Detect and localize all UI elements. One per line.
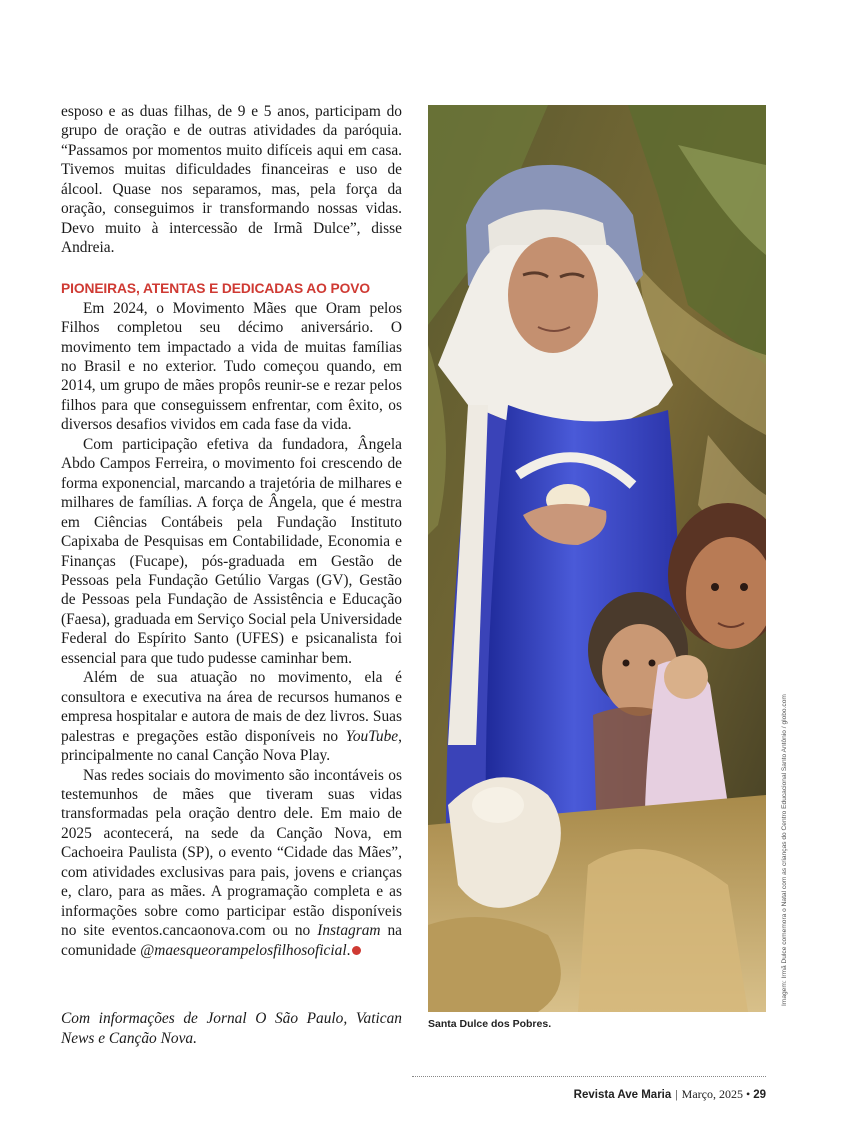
intro-paragraph: esposo e as duas filhas, de 9 e 5 anos, participam do grupo de oração e de outras atividades da paróquia. “Passamos por momentos muito difíceis aqui em casa. Tivemos muitas dificuldades financeiras e uso de álcool. Quase nos separamos, mas, pela força da oração, conseguimos ir transformando nossas vidas. Devo muito à intercessão de Irmã Dulce”, disse Andreia.: [61, 103, 402, 257]
career-text-end: , principalmente no canal Canção Nova Play.: [61, 727, 402, 765]
page-footer: [574, 1087, 766, 1102]
paragraph-career: [61, 668, 402, 765]
paragraph-anniversary: Em 2024, o Movimento Mães que Oram pelos Filhos completou seu décimo aniversário. O movimento tem impactado a vida de muitas famílias no Brasil e no exterior. Tudo começou quando, em 2014, um grupo de mães propôs reunir-se e rezar pelos filhos para que conseguissem enfrentar, com êxito, os diversos desafios vividos em cada fase da vida.: [61, 299, 402, 434]
end-of-article-icon: [352, 946, 361, 955]
paragraph-founder: Com participação efetiva da fundadora, Ângela Abdo Campos Ferreira, o movimento foi crescendo de forma exponencial, marcando a trajetória de milhares e milhares de famílias. A força de Ângela, que é mestra em Ciências Contábeis pela Fundação Instituto Capixaba de Pesquisas em Contabilidade, Economia e Finanças (Fucape), pós-graduada em Gestão de Pessoas pela Fundação Getúlio Vargas (GV), Gestão de Pessoas pela Fundação de Assistência e Educação (Faesa), graduada em Serviço Social pela Universidade Federal do Espírito Santo (UFES) e psicanalista foi essencial para que tudo pudesse caminhar bem.: [61, 435, 402, 667]
event-text-end: .: [346, 941, 351, 959]
footer-divider: [412, 1076, 766, 1077]
photo-irma-dulce: [428, 105, 766, 1012]
career-text: Além de sua atuação no movimento, ela é consultora e executiva na área de recursos humanos e empresa hospitalar e autora de mais de dez livros. Suas palestras e pregações estão disponíveis no: [61, 669, 402, 745]
event-text: Nas redes sociais do movimento são incontáveis os testemunhos de mães que tiveram suas vidas transformadas pela oração dentro dele. Em maio de 2025 acontecerá, na sede da Canção Nova, em Cachoeira Paulista (SP), o evento “Cidade das Mães”, com atividades exclusivas para pais, jovens e crianças e, claro, para as mães. A programação completa e as informações sobre como participar estão disponíveis no site eventos.cancaonova.com ou no: [61, 766, 402, 940]
footer-separator: |: [675, 1087, 678, 1101]
issue-date: Março, 2025 •: [681, 1087, 751, 1101]
page-number: 29: [753, 1089, 766, 1101]
section-heading: PIONEIRAS, ATENTAS E DEDICADAS AO POVO: [61, 280, 370, 296]
youtube-mention: YouTube: [345, 727, 399, 745]
magazine-name: Revista Ave Maria: [573, 1089, 672, 1101]
photo-caption: Santa Dulce dos Pobres.: [428, 1018, 552, 1030]
paragraph-event: [61, 766, 402, 961]
article-column: [61, 102, 402, 960]
photo-illustration: [428, 105, 766, 1012]
photo-credit: Imagem: Irmã Dulce comemora o Natal com as crianças do Centro Educacional Santo Antônio / globo.com: [781, 694, 788, 1006]
instagram-mention: Instagram: [317, 922, 381, 940]
source-note: Com informações de Jornal O São Paulo, Vatican News e Canção Nova.: [61, 1010, 402, 1047]
instagram-handle: @maesqueorampelosfilhosoficial: [140, 941, 347, 959]
event-text-middle: na comunidade: [61, 922, 403, 959]
